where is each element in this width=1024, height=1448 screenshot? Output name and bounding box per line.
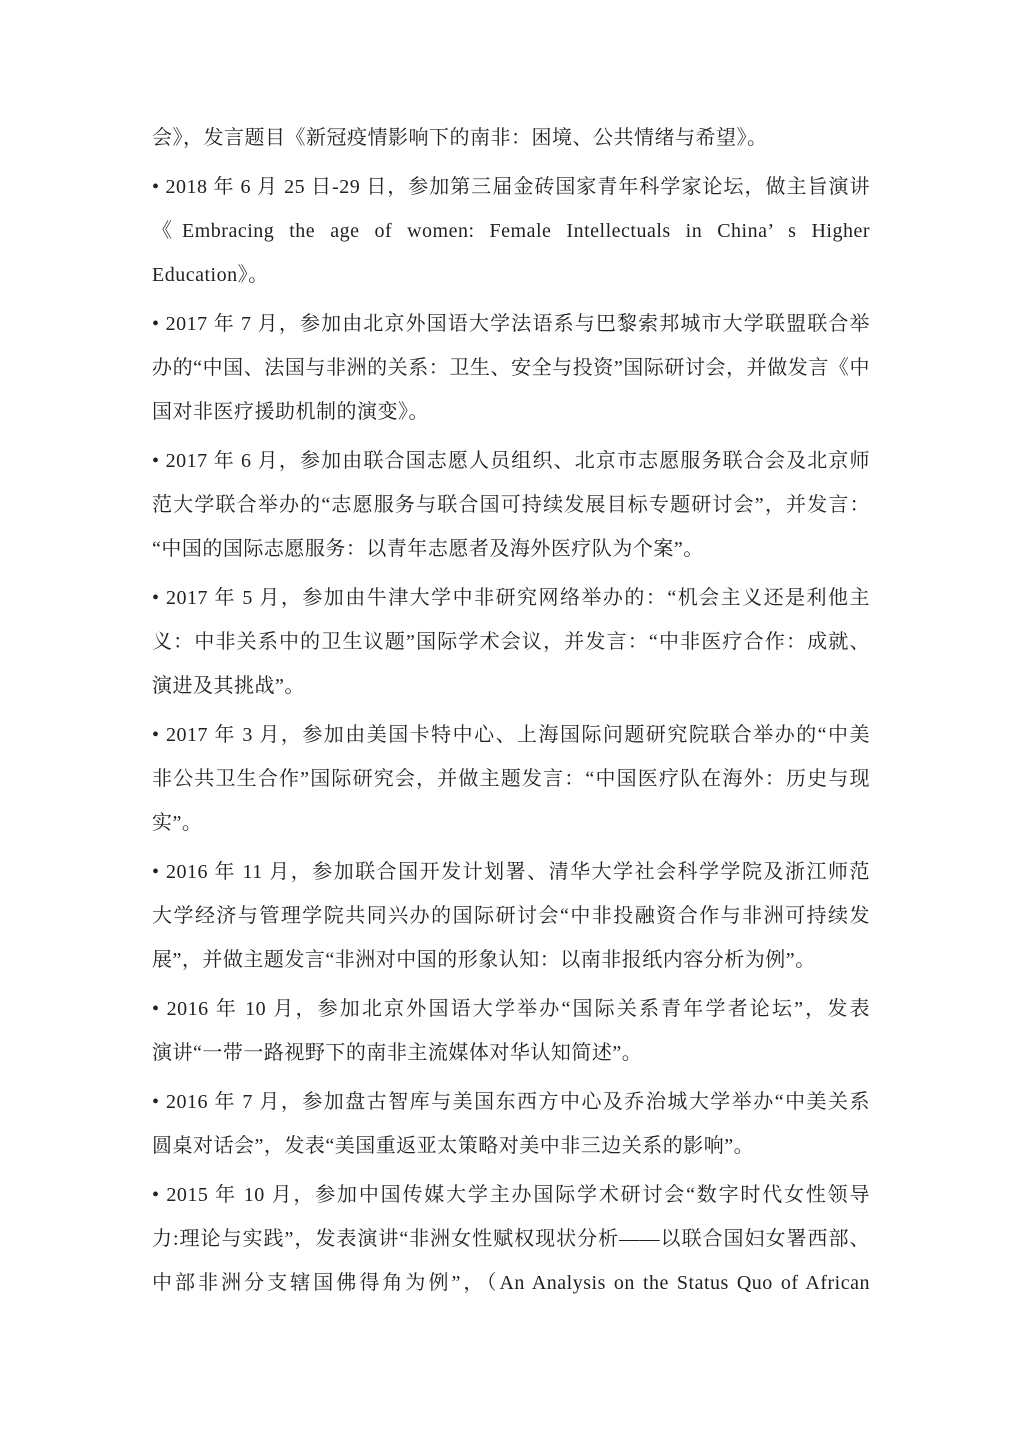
text-line: 展”，并做主题发言“非洲对中国的形象认知：以南非报纸内容分析为例”。 bbox=[152, 949, 816, 971]
text-line: 《Embracing the age of women: Female Intellectuals in China’ s Higher bbox=[152, 220, 870, 242]
text-line: 力:理论与实践”，发表演讲“非洲女性赋权现状分析——以联合国妇女署西部、 bbox=[152, 1228, 870, 1250]
text-line: • 2015 年 10 月，参加中国传媒大学主办国际学术研讨会“数字时代女性领导 bbox=[152, 1184, 870, 1206]
paragraph bbox=[152, 576, 870, 708]
text-line: Education》。 bbox=[152, 264, 269, 286]
paragraph bbox=[152, 1080, 870, 1168]
text-line: 非公共卫生合作”国际研究会，并做主题发言：“中国医疗队在海外：历史与现 bbox=[152, 768, 870, 790]
paragraph bbox=[152, 713, 870, 845]
text-line: • 2017 年 3 月，参加由美国卡特中心、上海国际问题研究院联合举办的“中美 bbox=[152, 724, 870, 746]
text-line: • 2017 年 6 月，参加由联合国志愿人员组织、北京市志愿服务联合会及北京师 bbox=[152, 450, 870, 472]
paragraph bbox=[152, 116, 870, 160]
text-line: • 2016 年 7 月，参加盘古智库与美国东西方中心及乔治城大学举办“中美关系 bbox=[152, 1091, 870, 1113]
text-line: 大学经济与管理学院共同兴办的国际研讨会“中非投融资合作与非洲可持续发 bbox=[152, 905, 870, 927]
text-line: 办的“中国、法国与非洲的关系：卫生、安全与投资”国际研讨会，并做发言《中 bbox=[152, 357, 870, 379]
text-line: 国对非医疗援助机制的演变》。 bbox=[152, 401, 429, 423]
text-line: 会》，发言题目《新冠疫情影响下的南非：困境、公共情绪与希望》。 bbox=[152, 127, 768, 149]
paragraph bbox=[152, 439, 870, 571]
text-line: • 2018 年 6 月 25 日-29 日，参加第三届金砖国家青年科学家论坛，做主旨演讲 bbox=[152, 176, 870, 198]
paragraph bbox=[152, 165, 870, 297]
text-line: 义：中非关系中的卫生议题”国际学术会议，并发言：“中非医疗合作：成就、 bbox=[152, 631, 870, 653]
text-line: • 2017 年 7 月，参加由北京外国语大学法语系与巴黎索邦城市大学联盟联合举 bbox=[152, 313, 870, 335]
document-body bbox=[152, 116, 870, 1305]
paragraph bbox=[152, 1173, 870, 1305]
text-line: 圆桌对话会”，发表“美国重返亚太策略对美中非三边关系的影响”。 bbox=[152, 1135, 755, 1157]
text-line: 实”。 bbox=[152, 812, 203, 834]
text-line: • 2016 年 10 月，参加北京外国语大学举办“国际关系青年学者论坛”，发表 bbox=[152, 998, 870, 1020]
paragraph bbox=[152, 987, 870, 1075]
text-line: 范大学联合举办的“志愿服务与联合国可持续发展目标专题研讨会”，并发言： bbox=[152, 494, 870, 516]
text-line: • 2017 年 5 月，参加由牛津大学中非研究网络举办的：“机会主义还是利他主 bbox=[152, 587, 870, 609]
text-line: “中国的国际志愿服务：以青年志愿者及海外医疗队为个案”。 bbox=[152, 538, 704, 560]
paragraph bbox=[152, 302, 870, 434]
text-line: • 2016 年 11 月，参加联合国开发计划署、清华大学社会科学学院及浙江师范 bbox=[152, 861, 870, 883]
text-line: 演讲“一带一路视野下的南非主流媒体对华认知简述”。 bbox=[152, 1042, 643, 1064]
text-line: 演进及其挑战”。 bbox=[152, 675, 305, 697]
text-line: 中部非洲分支辖国佛得角为例”，（An Analysis on the Status Quo of African bbox=[152, 1272, 870, 1294]
paragraph bbox=[152, 850, 870, 982]
